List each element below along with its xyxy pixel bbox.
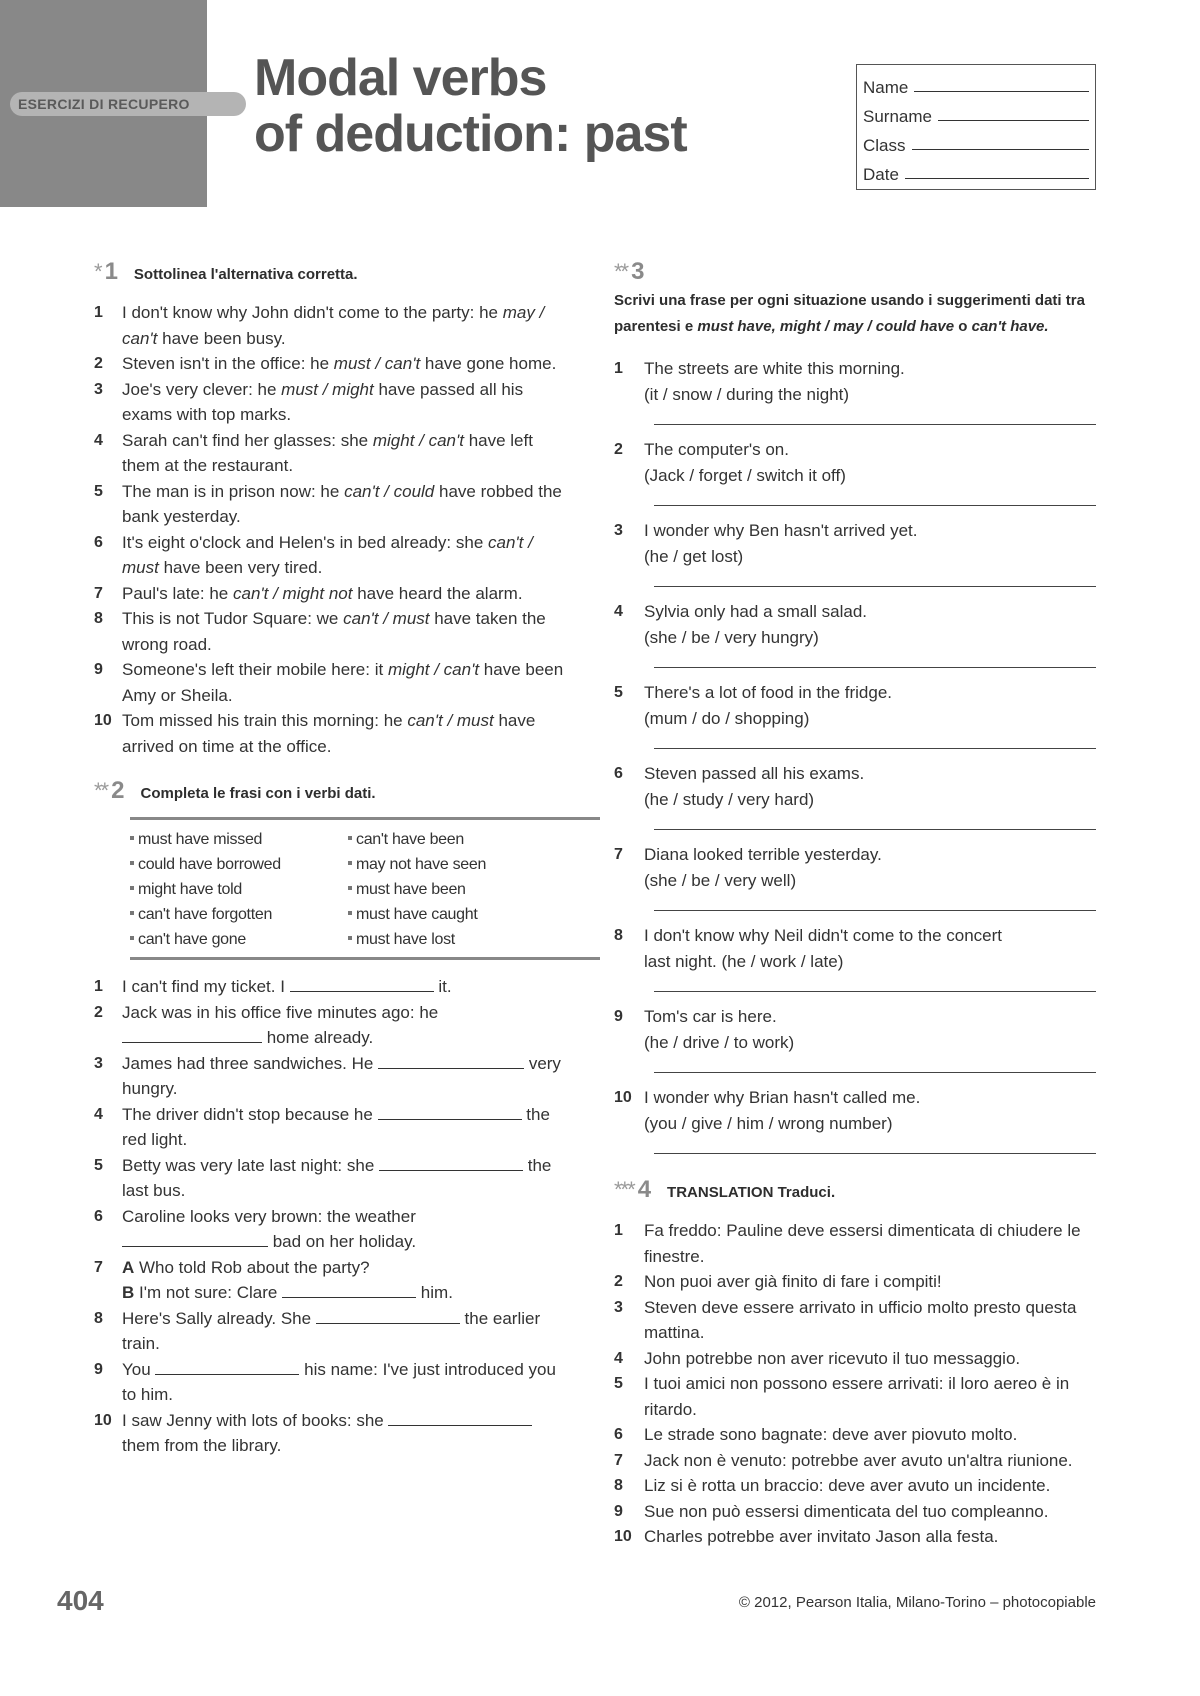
difficulty-stars: **: [614, 259, 628, 284]
list-item: 2 Steven isn't in the office: he must / can't have gone home.: [94, 354, 557, 373]
section-number: 4: [637, 1176, 652, 1203]
answer-blank[interactable]: [316, 1309, 460, 1324]
word-bank-item: must have been: [348, 878, 578, 901]
section-4-heading: [614, 1176, 1096, 1204]
list-item: 9 You his name: I've just introduced you to him.: [94, 1359, 556, 1404]
list-item: 7 Paul's late: he can't / might not have heard the alarm.: [94, 583, 523, 603]
difficulty-stars: **: [94, 778, 108, 803]
choice-options[interactable]: can't / must: [343, 609, 430, 628]
answer-line[interactable]: [654, 489, 1096, 506]
answer-line[interactable]: [654, 1137, 1096, 1154]
word-bank-item: can't have forgotten: [130, 903, 348, 926]
section-1-heading: [94, 258, 564, 286]
student-info-box: [856, 64, 1096, 190]
difficulty-stars: *: [94, 259, 101, 284]
section-number: 2: [111, 777, 125, 804]
answer-blank[interactable]: [378, 1105, 522, 1120]
list-item: 9 Someone's left their mobile here: it might / can't have been Amy or Sheila.: [94, 660, 564, 705]
list-item: 5 There's a lot of food in the fridge. (mum / do / shopping): [614, 680, 1096, 749]
list-item: 10 Tom missed his train this morning: he can't / must have arrived on time at the office.: [94, 711, 536, 756]
copyright-notice: © 2012, Pearson Italia, Milano-Torino – photocopiable: [738, 1594, 1096, 1611]
answer-blank[interactable]: [282, 1283, 416, 1298]
list-item: 8 Liz si è rotta un braccio: deve aver avuto un incidente.: [614, 1476, 1051, 1495]
list-item: 6 Le strade sono bagnate: deve aver piovuto molto.: [614, 1425, 1018, 1444]
section-3-heading: [614, 258, 1096, 286]
answer-line[interactable]: [654, 1056, 1096, 1073]
list-item: 4 The driver didn't stop because he the red light.: [94, 1104, 550, 1149]
section-instruction: Scrivi una frase per ogni situazione usando i suggerimenti dati tra parentesi e must have, might / may / could have o can't have.: [614, 292, 1085, 335]
answer-line[interactable]: [654, 732, 1096, 749]
choice-options[interactable]: might / can't: [387, 660, 480, 679]
choice-options[interactable]: can't / must: [122, 532, 533, 577]
section-instruction: Sottolinea l'alternativa corretta.: [133, 266, 358, 283]
list-item: 5 Betty was very late last night: she the last bus.: [94, 1155, 552, 1200]
section-2-heading: [94, 777, 564, 805]
word-bank: [130, 817, 600, 960]
list-item: 1 I don't know why John didn't come to the party: he may / can't have been busy.: [94, 303, 545, 348]
date-field[interactable]: Date: [863, 156, 1089, 185]
answer-blank[interactable]: [379, 1156, 523, 1171]
choice-options[interactable]: must / might: [281, 379, 374, 399]
list-item: 10 I saw Jenny with lots of books: she them from the library.: [94, 1408, 564, 1459]
choice-options[interactable]: can't / might not: [232, 583, 353, 603]
list-item: 1 Fa freddo: Pauline deve essersi dimenticata di chiudere le finestre.: [614, 1221, 1081, 1266]
list-item: 3 I wonder why Ben hasn't arrived yet. (he / get lost): [614, 518, 1096, 587]
speaker-a-label: A: [122, 1257, 135, 1277]
list-item: 1 I can't find my ticket. I it.: [94, 977, 452, 996]
list-item: 3 Joe's very clever: he must / might have passed all his exams with top marks.: [94, 379, 524, 424]
choice-options[interactable]: may / can't: [122, 303, 545, 348]
word-bank-item: could have borrowed: [130, 853, 348, 876]
class-field[interactable]: Class: [863, 127, 1089, 156]
list-item: 8 This is not Tudor Square: we can't / must have taken the wrong road.: [94, 609, 546, 654]
answer-blank[interactable]: [388, 1411, 532, 1426]
word-bank-item: must have caught: [348, 903, 578, 926]
choice-options[interactable]: can't / must: [407, 711, 494, 730]
list-item: 8 I don't know why Neil didn't come to the concert last night. (he / work / late): [614, 923, 1096, 992]
word-bank-item: may not have seen: [348, 853, 578, 876]
answer-line[interactable]: [654, 975, 1096, 992]
answer-blank[interactable]: [290, 977, 434, 992]
word-bank-item: must have lost: [348, 928, 578, 951]
list-item: 2 Non puoi aver già finito di fare i compiti!: [614, 1272, 942, 1291]
page-number: 404: [57, 1585, 104, 1616]
list-item: 3 James had three sandwiches. He very hungry.: [94, 1053, 561, 1098]
list-item: 4 John potrebbe non aver ricevuto il tuo messaggio.: [614, 1348, 1021, 1368]
answer-line[interactable]: [654, 894, 1096, 911]
section-4-items: [614, 1218, 1096, 1550]
list-item: 6 It's eight o'clock and Helen's in bed already: she can't / must have been very tired.: [94, 532, 533, 577]
list-item: 9 Sue non può essersi dimenticata del tuo compleanno.: [614, 1501, 1049, 1521]
speaker-b-label: B: [122, 1283, 135, 1302]
answer-blank[interactable]: [122, 1232, 268, 1247]
list-item: 4 Sylvia only had a small salad. (she / be / very hungry): [614, 599, 1096, 668]
section-3-items: [614, 356, 1096, 1154]
answer-blank[interactable]: [378, 1054, 524, 1069]
choice-options[interactable]: must / can't: [333, 354, 421, 373]
section-2-items: [94, 974, 564, 1459]
right-column: [614, 258, 1096, 1550]
list-item: 9 Tom's car is here. (he / drive / to work): [614, 1004, 1096, 1073]
list-item: 5 The man is in prison now: he can't / could have robbed the bank yesterday.: [94, 481, 562, 526]
list-item: 1 The streets are white this morning. (it / snow / during the night): [614, 356, 1096, 425]
section-tab-label: ESERCIZI DI RECUPERO: [10, 92, 246, 116]
section-instruction: TRANSLATION Traduci.: [667, 1184, 836, 1201]
difficulty-stars: ***: [614, 1177, 634, 1202]
answer-blank[interactable]: [155, 1360, 299, 1375]
list-item: 2 The computer's on. (Jack / forget / switch it off): [614, 437, 1096, 506]
section-1-items: [94, 300, 564, 759]
section-number: 1: [104, 258, 118, 285]
list-item: 6 Steven passed all his exams. (he / study / very hard): [614, 761, 1096, 830]
word-bank-item: can't have been: [348, 828, 578, 851]
word-bank-item: can't have gone: [130, 928, 348, 951]
list-item: 10 I wonder why Brian hasn't called me. (you / give / him / wrong number): [614, 1085, 1096, 1154]
surname-field[interactable]: Surname: [863, 98, 1089, 127]
left-column: [94, 258, 564, 1459]
list-item: 4 Sarah can't find her glasses: she might / can't have left them at the restaurant.: [94, 430, 533, 475]
list-item: 5 I tuoi amici non possono essere arrivati: il loro aereo è in ritardo.: [614, 1374, 1070, 1419]
answer-line[interactable]: [654, 651, 1096, 668]
list-item: 10 Charles potrebbe aver invitato Jason alla festa.: [614, 1527, 999, 1546]
answer-line[interactable]: [654, 570, 1096, 587]
page-title: [254, 50, 687, 162]
answer-line[interactable]: [654, 408, 1096, 425]
answer-line[interactable]: [654, 813, 1096, 830]
name-field[interactable]: Name: [863, 69, 1089, 98]
list-item: 7 A Who told Rob about the party? B I'm not sure: Clare him.: [94, 1257, 453, 1302]
word-bank-item: might have told: [130, 878, 348, 901]
list-item: 6 Caroline looks very brown: the weather bad on her holiday.: [94, 1206, 417, 1251]
list-item: 3 Steven deve essere arrivato in ufficio molto presto questa mattina.: [614, 1297, 1077, 1342]
section-number: 3: [631, 258, 645, 285]
list-item: 2 Jack was in his office five minutes ago: he home already.: [94, 1002, 439, 1047]
choice-options[interactable]: might / can't: [372, 430, 464, 450]
choice-options[interactable]: can't / could: [344, 481, 435, 501]
answer-blank[interactable]: [122, 1028, 262, 1043]
list-item: 7 Jack non è venuto: potrebbe aver avuto un'altra riunione.: [614, 1450, 1073, 1470]
title-line-2: of deduction: past: [254, 105, 687, 163]
list-item: 8 Here's Sally already. She the earlier train.: [94, 1308, 541, 1353]
word-bank-item: must have missed: [130, 828, 348, 851]
title-line-1: Modal verbs: [254, 49, 547, 107]
list-item: 7 Diana looked terrible yesterday. (she / be / very well): [614, 842, 1096, 911]
section-instruction: Completa le frasi con i verbi dati.: [140, 785, 376, 802]
